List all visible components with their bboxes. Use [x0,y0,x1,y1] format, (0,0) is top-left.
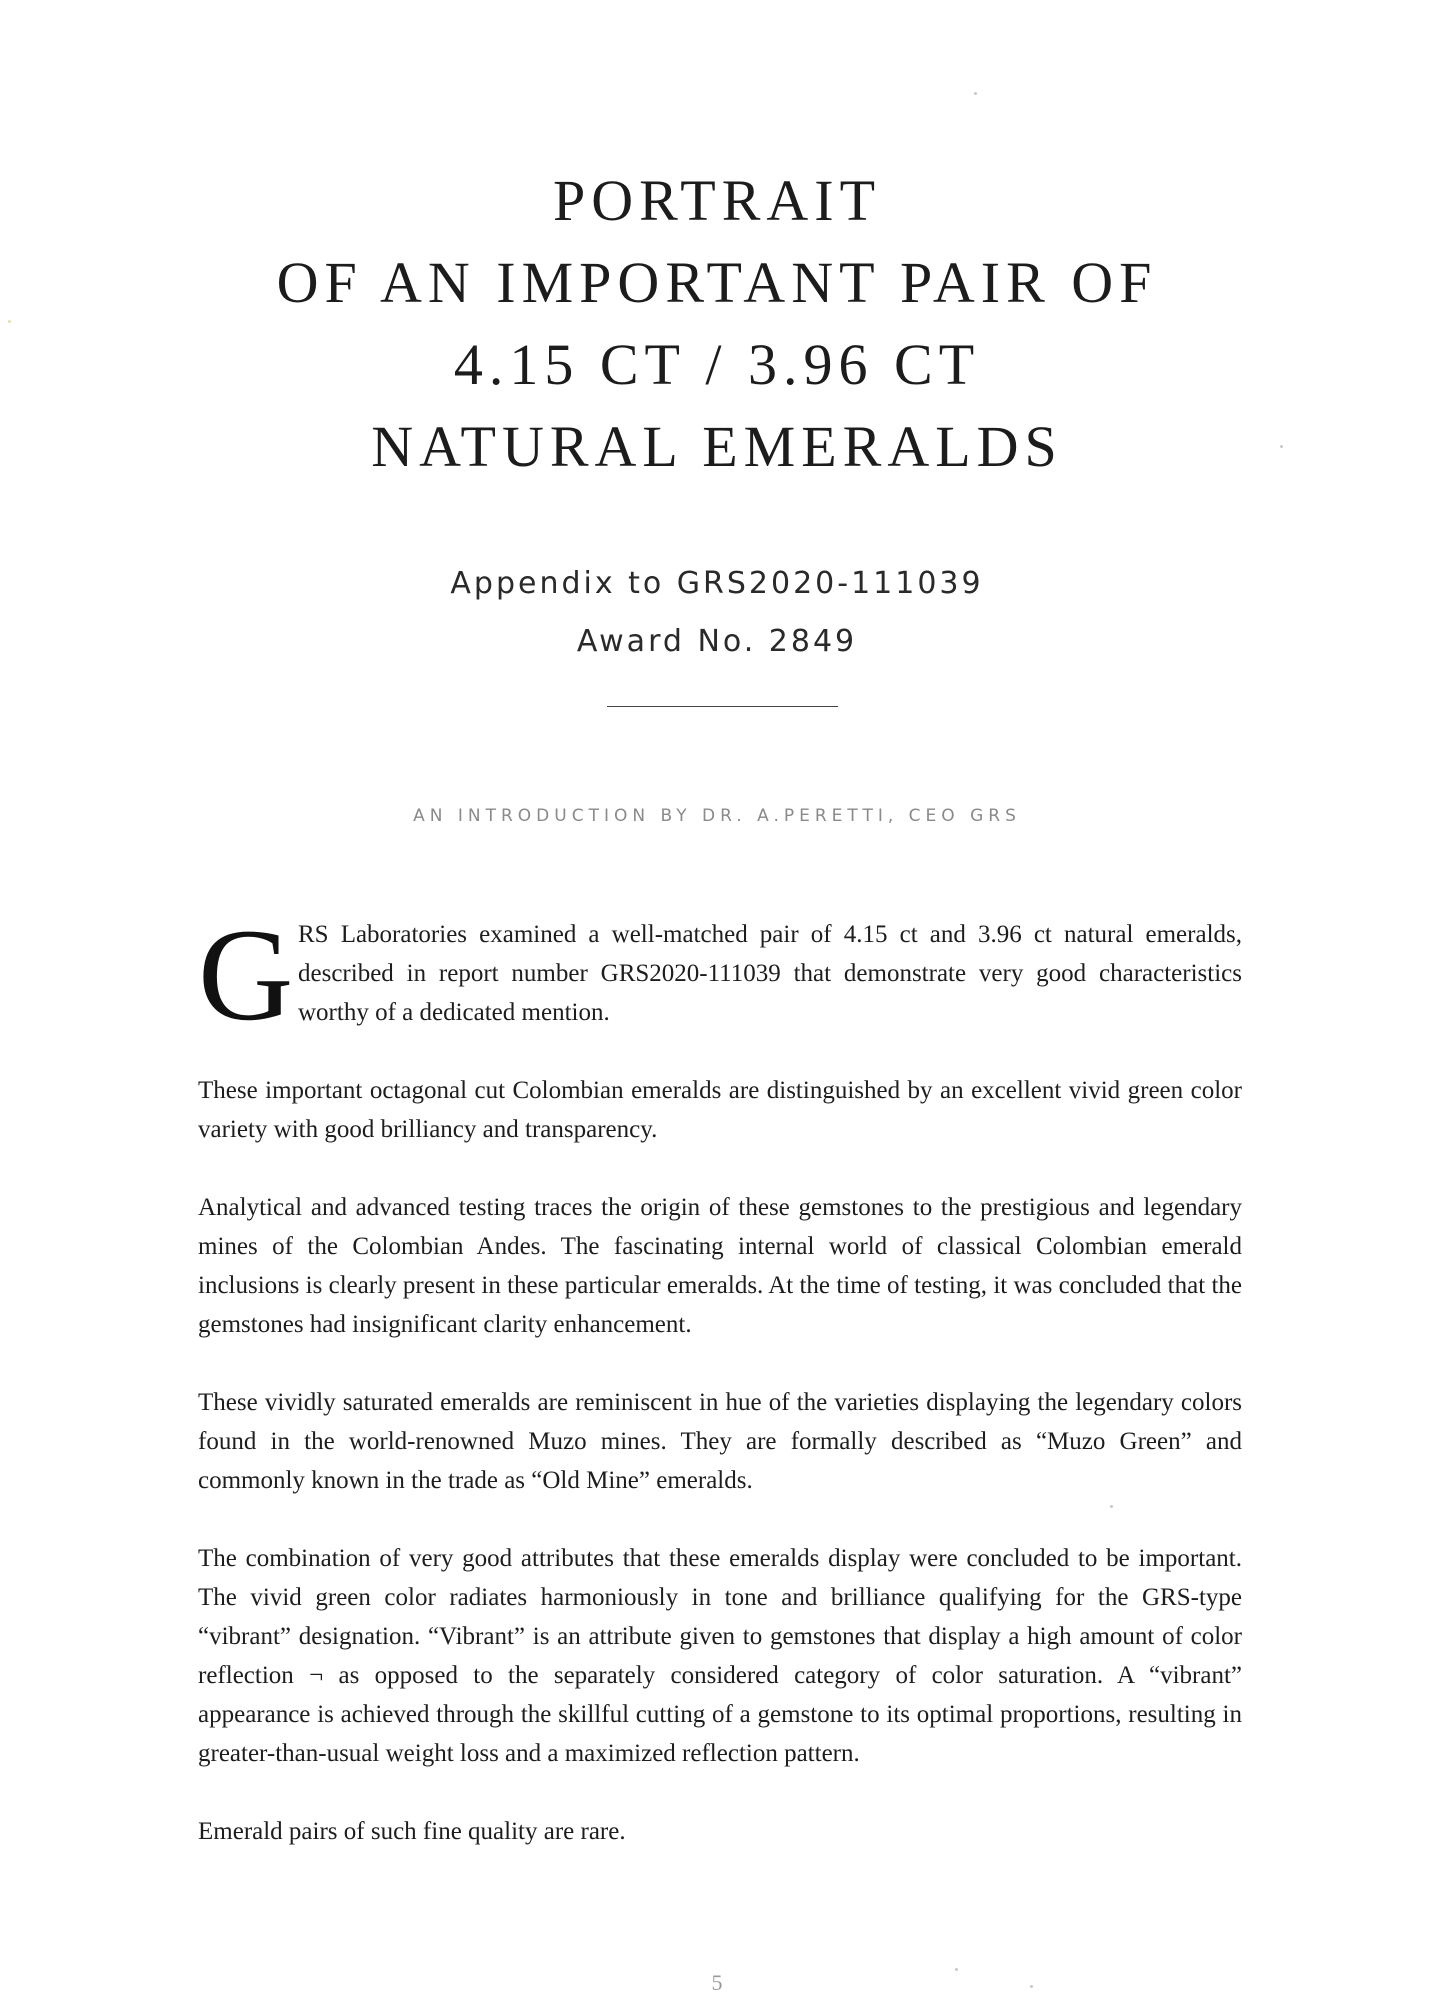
paragraph-2: These important octagonal cut Colombian emeralds are distinguished by an excellent vivid green color variety with good brilliancy and transparency. [198,1077,1242,1143]
page-title [0,160,1434,488]
scan-speck [974,92,977,95]
paragraph-3: Analytical and advanced testing traces the origin of these gemstones to the prestigious and legendary mines of the Colombian Andes. The fascinating internal world of classical Colombian emerald inclusions is clearly present in these particular emeralds. At the time of testing, it was concluded that the gemstones had insignificant clarity enhancement. [198,1194,1242,1338]
paragraph-1 [198,901,1242,1048]
award-number: Award No. 2849 [576,624,858,659]
appendix-reference [0,555,1434,671]
scan-speck [1110,1505,1113,1508]
paragraph-1-text: RS Laboratories examined a well-matched pair of 4.15 ct and 3.96 ct natural emeralds, described in report number GRS2020-111039 that demonstrate very good characteristics worthy of a dedicated mention. [298,921,1242,1026]
paragraph-4: These vividly saturated emeralds are reminiscent in hue of the varieties displaying the legendary colors found in the world-renowned Muzo mines. They are formally described as “Muzo Green” and commonly known in the trade as “Old Mine” emeralds. [198,1389,1242,1494]
appendix-report-number: Appendix to GRS2020-111039 [450,566,984,601]
page-number: 5 [711,1970,723,1995]
scan-speck [955,1968,958,1971]
drop-cap: G [198,901,294,1048]
scan-speck [8,320,11,323]
article-body [198,901,1242,1890]
scan-speck [1280,445,1283,448]
scan-speck [1030,1985,1033,1988]
paragraph-5: The combination of very good attributes that these emeralds display were concluded to be important. The vivid green color radiates harmoniously in tone and brilliance qualifying for the GRS-type “vibrant” designation. “Vibrant” is an attribute given to gemstones that display a high amount of color reflection ¬ as opposed to the separately considered category of color saturation. A “vibrant” appearance is achieved through the skillful cutting of a gemstone to its optimal proportions, resulting in greater-than-usual weight loss and a maximized reflection pattern. [198,1545,1242,1767]
paragraph-6: Emerald pairs of such fine quality are rare. [198,1818,626,1845]
title-line-3: 4.15 CT / 3.96 CT [453,332,981,397]
title-line-4: NATURAL EMERALDS [371,414,1063,479]
title-divider [607,706,838,707]
title-line-1: PORTRAIT [552,168,882,233]
title-line-2: OF AN IMPORTANT PAIR OF [276,250,1158,315]
introduction-byline: AN INTRODUCTION BY DR. A.PERETTI, CEO GRS [413,806,1021,826]
